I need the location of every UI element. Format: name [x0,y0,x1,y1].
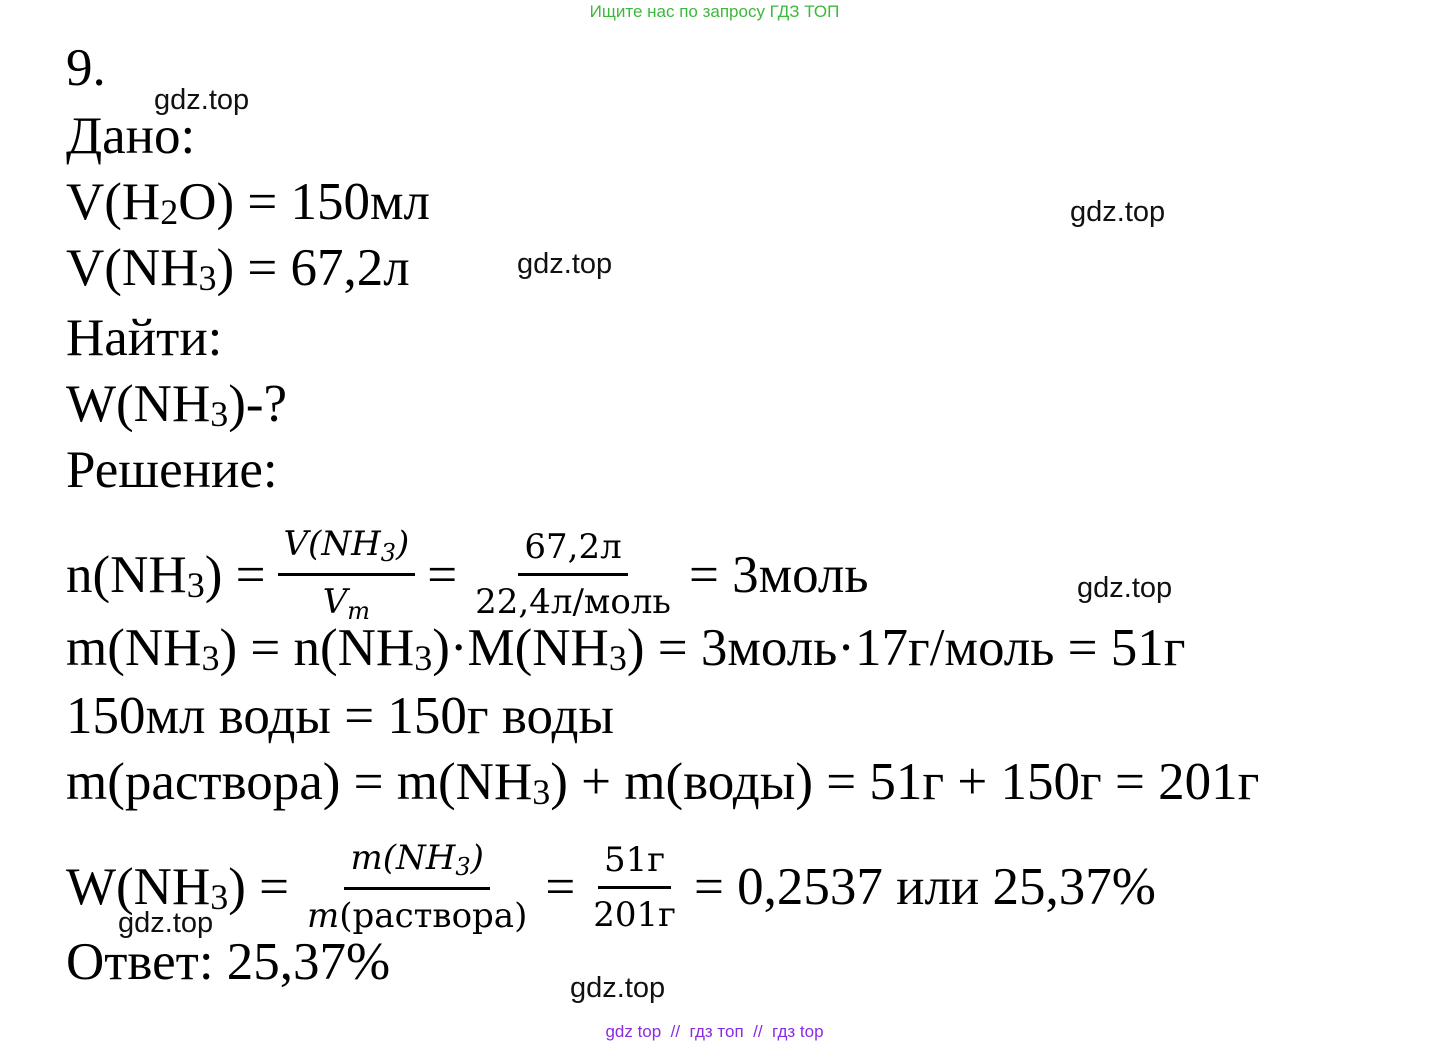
step-mass-fraction: W(NH 3 ) = $\frac{m(NH3)}{\text{m(раствора)}}$ = $\frac{51г}{201г}$ = 0,2537 или 25,37% [66,838,1156,936]
fraction-numeric-mass: $\frac{51г}{201г}$ [593,839,676,935]
answer: Ответ: 25,37% [66,933,391,991]
fraction-volume-over-molar-volume: $\frac{V(NH3)}{Vm}$ [278,522,416,627]
step-solution-mass: m(раствора) = m(NH 3 ) + m(воды) = 51г + 150г = 201г [66,753,1260,812]
solution-label: Решение: [66,441,278,499]
problem-number: 9. [66,39,106,97]
step-water-mass: 150мл воды = 150г воды [66,687,615,745]
watermark: gdz.top [570,972,666,1004]
watermark: gdz.top [1077,572,1173,604]
watermark: gdz.top [118,907,214,939]
fraction-numeric-volume: $\frac{67,2л}{\text{22,4л/моль}}$ [475,527,671,622]
given-water-volume: V(H 2 O) = 150мл [66,173,431,232]
top-banner: Ищите нас по запросу ГДЗ ТОП [589,2,840,21]
given-ammonia-volume: V(NH 3 ) = 67,2л [66,239,410,298]
step-amount-of-substance: n(NH 3 ) = $\frac{V(NH3)}{Vm}$ = $\frac{67,2л}{\text{22,4л/моль}}$ = 3моль [66,524,869,625]
watermark: gdz.top [1070,196,1166,228]
given-label: Дано: [66,107,196,165]
step-mass-ammonia: m(NH 3 ) = n(NH 3 )·M(NH 3 ) = 3моль·17г/моль = 51г [66,619,1186,678]
fraction-mass-over-solution: $\frac{m(NH3)}{\text{m(раствора)}}$ [307,838,528,936]
watermark: gdz.top [517,248,613,280]
watermark: gdz.top [154,84,250,116]
find-label: Найти: [66,309,223,367]
find-target: W(NH 3 )-? [66,375,288,434]
footer-links: gdz top // гдз топ // гдз top [605,1022,824,1041]
